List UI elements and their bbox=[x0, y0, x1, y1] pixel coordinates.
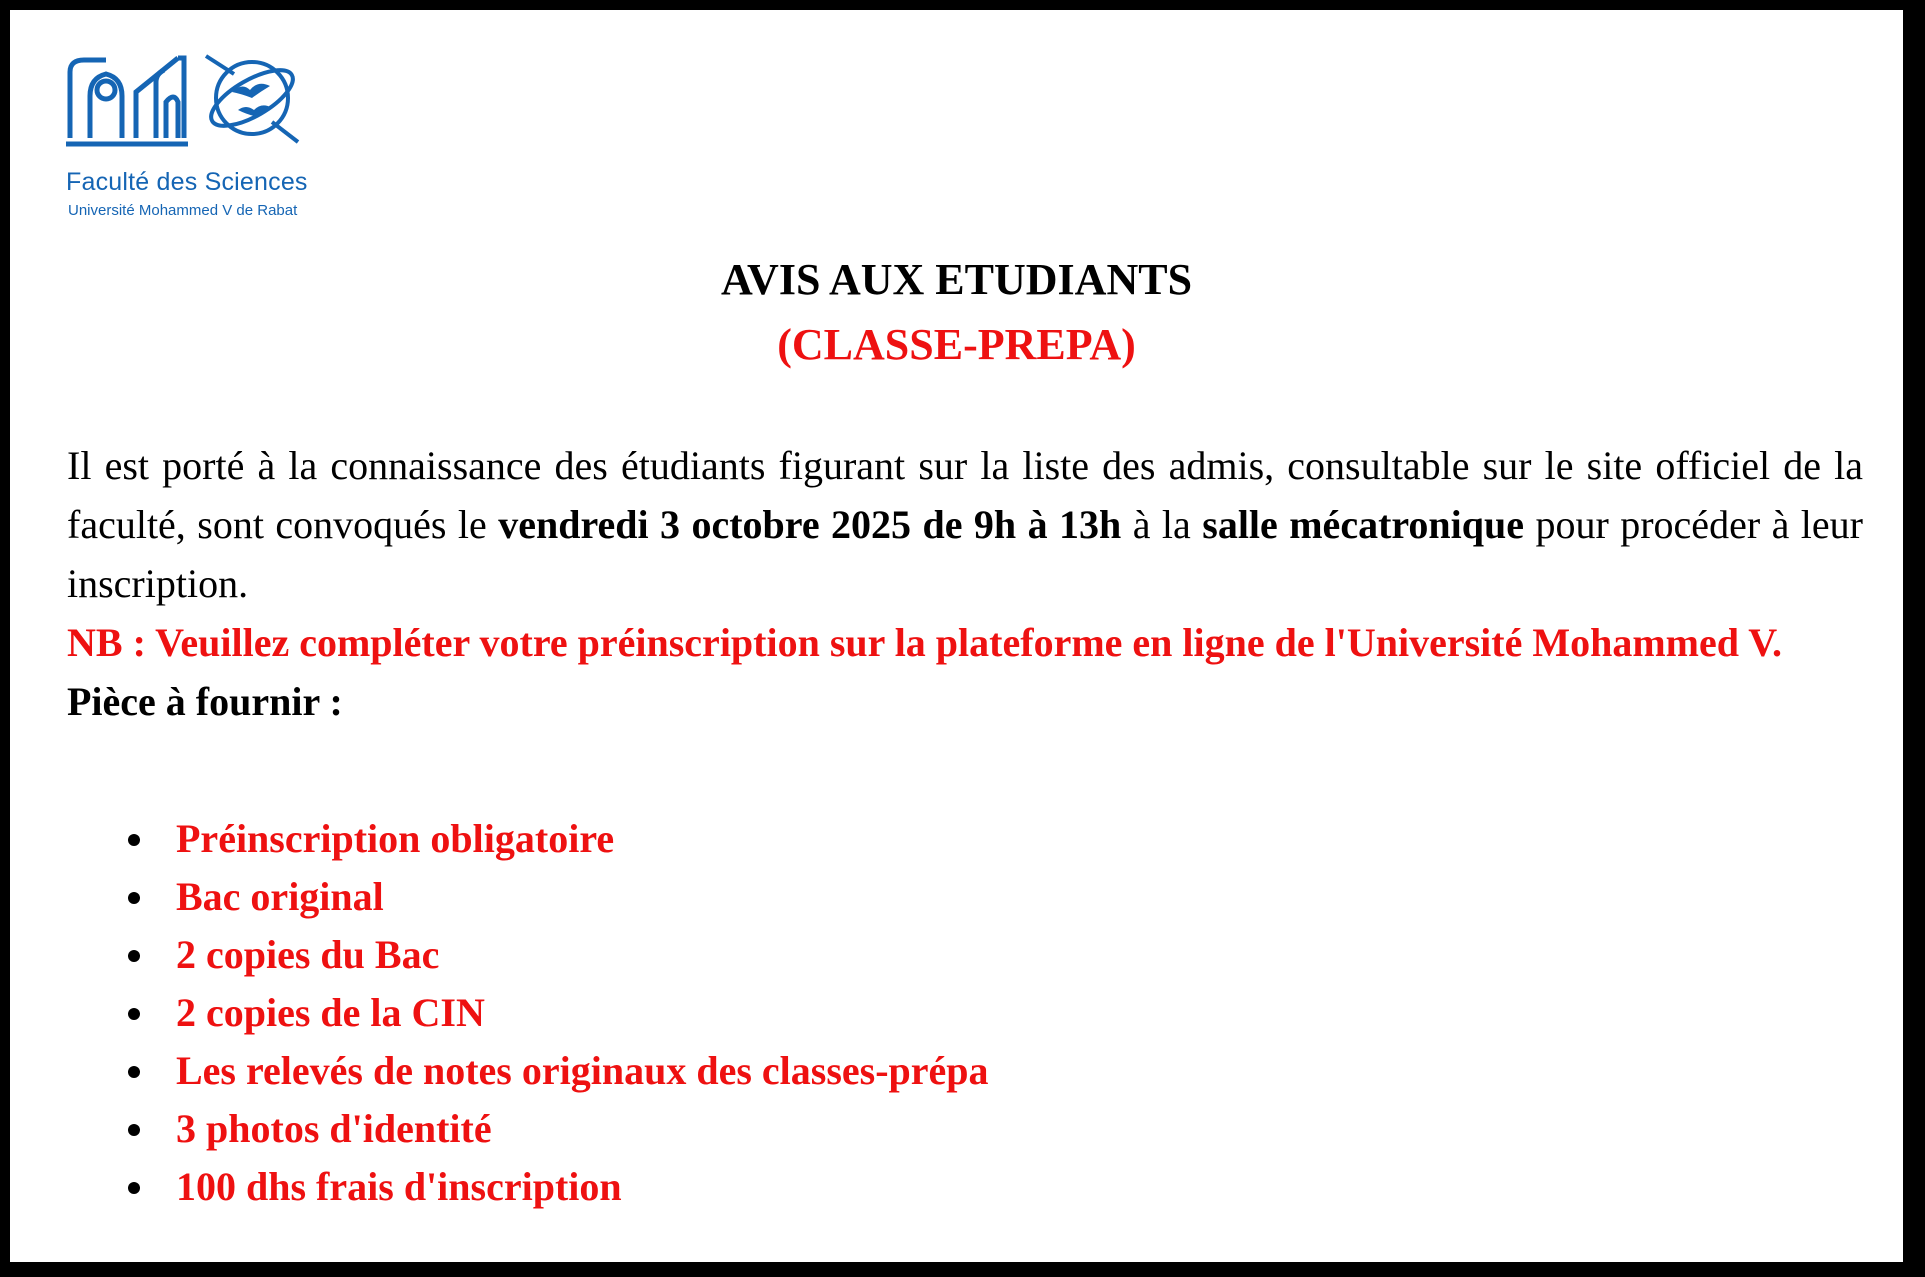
bullet-icon bbox=[128, 950, 140, 962]
bullet-icon bbox=[128, 1182, 140, 1194]
list-item bbox=[122, 1100, 989, 1158]
convocation-date: vendredi 3 octobre 2025 de 9h à 13h bbox=[498, 502, 1122, 547]
list-item-label: 3 photos d'identité bbox=[176, 1106, 492, 1151]
bullet-icon bbox=[128, 1008, 140, 1020]
notice-body bbox=[67, 436, 1863, 731]
note-paragraph: NB : Veuillez compléter votre préinscription sur la plateforme en ligne de l'Université Mohammed V. bbox=[67, 620, 1782, 665]
bullet-icon bbox=[128, 834, 140, 846]
faculty-emblem-icon bbox=[66, 52, 366, 168]
convocation-paragraph bbox=[67, 436, 1863, 613]
list-item-label: 2 copies de la CIN bbox=[176, 990, 485, 1035]
paragraph-text-2: à la bbox=[1121, 502, 1203, 547]
list-item bbox=[122, 926, 989, 984]
pieces-label: Pièce à fournir : bbox=[67, 679, 343, 724]
list-item-label: Bac original bbox=[176, 874, 384, 919]
bullet-icon bbox=[128, 892, 140, 904]
bullet-icon bbox=[128, 1124, 140, 1136]
paragraph-text-1: Il est porté à la connaissance des étudiants figurant sur la liste des admis, consultable sur le site officiel de la faculté, sont convoqués le bbox=[67, 443, 1863, 547]
faculty-name: Faculté des Sciences bbox=[66, 168, 308, 196]
list-item bbox=[122, 868, 989, 926]
convocation-location: salle mécatronique bbox=[1202, 502, 1525, 547]
pieces-list bbox=[122, 810, 989, 1216]
list-item-label: Préinscription obligatoire bbox=[176, 816, 615, 861]
list-item-label: Les relevés de notes originaux des classes-prépa bbox=[176, 1048, 989, 1093]
notice-title: AVIS AUX ETUDIANTS bbox=[720, 255, 1193, 304]
university-name: Université Mohammed V de Rabat bbox=[68, 202, 298, 219]
list-item bbox=[122, 984, 989, 1042]
notice-page bbox=[10, 10, 1903, 1262]
list-item-label: 2 copies du Bac bbox=[176, 932, 440, 977]
bullet-icon bbox=[128, 1066, 140, 1078]
list-item bbox=[122, 810, 989, 868]
list-item-label: 100 dhs frais d'inscription bbox=[176, 1164, 622, 1209]
list-item bbox=[122, 1042, 989, 1100]
notice-subtitle: (CLASSE-PREPA) bbox=[777, 320, 1136, 369]
faculty-logo bbox=[66, 52, 366, 232]
paragraph-text-3: pour procéder à leur inscription. bbox=[67, 502, 1863, 606]
list-item bbox=[122, 1158, 989, 1216]
